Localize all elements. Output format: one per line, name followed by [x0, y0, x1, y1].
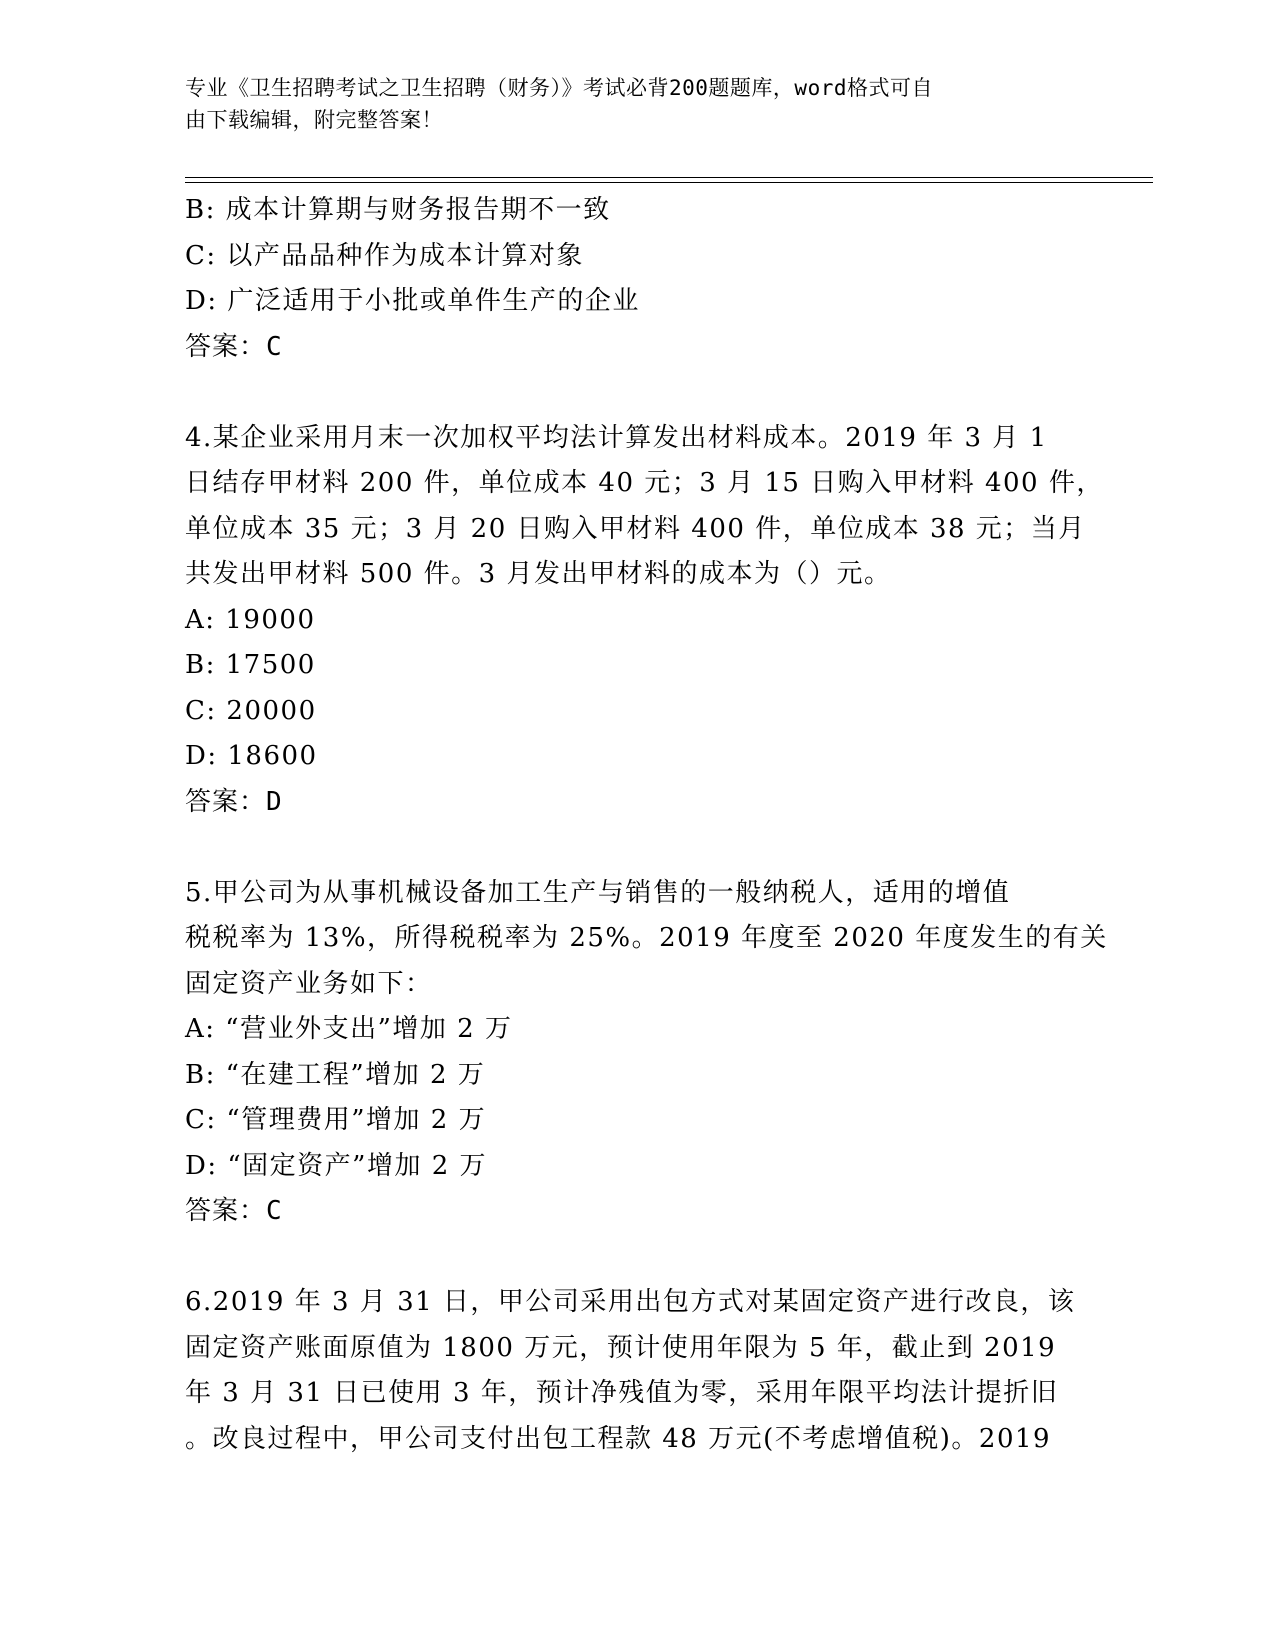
header-line-2: 由下载编辑，附完整答案！ [185, 108, 443, 132]
question-stem-line: 固定资产账面原值为 1800 万元，预计使用年限为 5 年，截止到 2019 [185, 1332, 1057, 1363]
option-b: B: 成本计算期与财务报告期不一致 [185, 195, 611, 225]
question-stem-line: 。改良过程中，甲公司支付出包工程款 48 万元(不考虑增值税)。2019 [185, 1423, 1052, 1454]
question-stem-line: 共发出甲材料 500 件。3 月发出甲材料的成本为（）元。 [185, 559, 892, 589]
page-header [185, 72, 1085, 136]
document-body [185, 188, 1108, 1462]
question-stem-line: 税税率为 13%，所得税税率为 25%。2019 年度至 2020 年度发生的有关 [185, 923, 1108, 953]
question-6 [185, 1280, 1085, 1462]
answer-line: 答案：D [185, 786, 283, 817]
option-a: A: “营业外支出”增加 2 万 [185, 1014, 513, 1044]
question-stem-line: 5.甲公司为从事机械设备加工生产与销售的一般纳税人，适用的增值 [185, 877, 1011, 908]
answer-line: 答案：C [185, 1196, 283, 1226]
spacer [185, 1235, 1085, 1281]
question-stem-line: 固定资产业务如下： [185, 968, 433, 999]
option-d: D: 18600 [185, 741, 318, 771]
question-stem-line: 6.2019 年 3 月 31 日，甲公司采用出包方式对某固定资产进行改良，该 [185, 1287, 1076, 1317]
header-rule-bottom [185, 182, 1153, 183]
option-d: D: “固定资产”增加 2 万 [185, 1150, 488, 1181]
header-rule-top [185, 177, 1153, 178]
option-c: C: 以产品品种作为成本计算对象 [185, 240, 584, 271]
question-4 [185, 416, 1104, 826]
header-line-1: 专业《卫生招聘考试之卫生招聘（财务）》考试必背200题题库，word格式可自 [185, 76, 933, 100]
option-a: A: 19000 [185, 604, 316, 635]
question-3 [185, 188, 1085, 370]
option-b: B: “在建工程”增加 2 万 [185, 1059, 486, 1090]
option-b: B: 17500 [185, 650, 316, 680]
question-stem-line: 4.某企业采用月末一次加权平均法计算发出材料成本。2019 年 3 月 1 [185, 422, 1048, 453]
question-5 [185, 871, 1108, 1235]
answer-line: 答案：C [185, 331, 283, 362]
question-stem-line: 日结存甲材料 200 件，单位成本 40 元；3 月 15 日购入甲材料 400 件， [185, 468, 1104, 498]
spacer [185, 825, 1085, 871]
option-c: C: “管理费用”增加 2 万 [185, 1105, 487, 1135]
question-stem-line: 单位成本 35 元；3 月 20 日购入甲材料 400 件，单位成本 38 元；当月 [185, 513, 1086, 544]
spacer [185, 370, 1085, 416]
option-c: C: 20000 [185, 695, 317, 726]
option-d: D: 广泛适用于小批或单件生产的企业 [185, 286, 640, 316]
question-stem-line: 年 3 月 31 日已使用 3 年，预计净残值为零，采用年限平均法计提折旧 [185, 1378, 1059, 1408]
